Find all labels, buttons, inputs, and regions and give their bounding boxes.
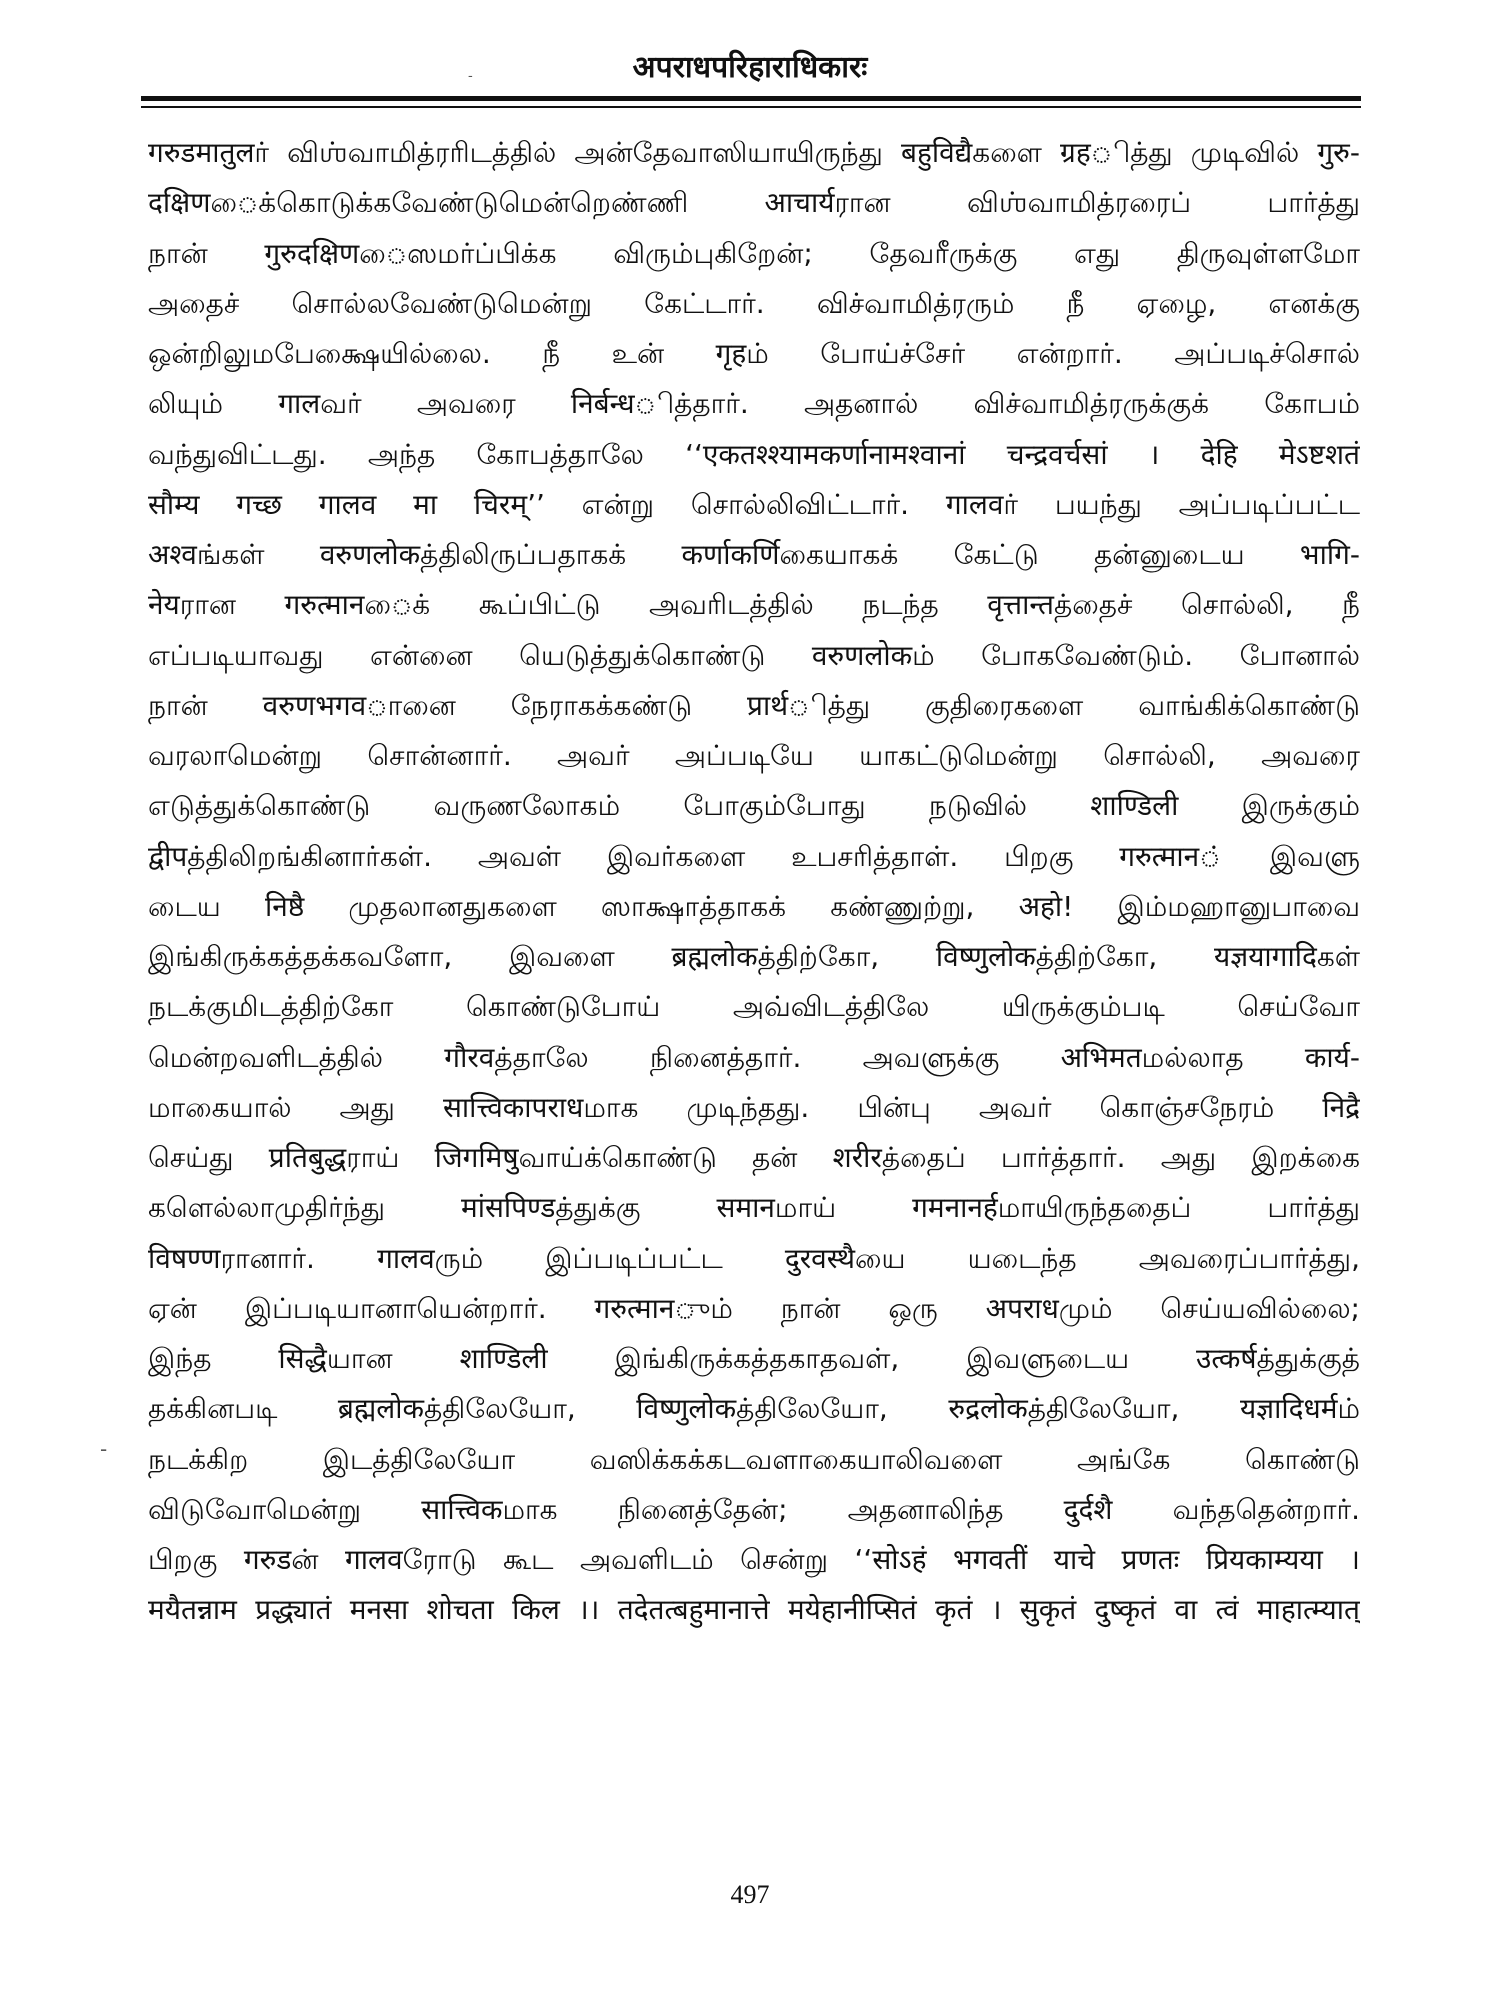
text-line: எடுத்துக்கொண்டு வருணலோகம் போகும்போது நடுவில் शाण्डिली இருக்கும் [148, 789, 1360, 823]
text-line: அதைச் சொல்லவேண்டுமென்று கேட்டார். விச்வாமித்ரரும் நீ ஏழை, எனக்கு [148, 286, 1360, 320]
text-line: விடுவோமென்று सात्त्विकமாக நினைத்தேன்; அதனாலிந்த दुर्दशै வந்ததென்றார். [148, 1492, 1360, 1526]
text-line: मयैतन्नाम प्रद्ध्यातं मनसा शोचता किल ।। तदेतत्बहुमानात्ते मयेहानीप्सितं कृतं । सुकृतं दुष्कृतं वा त्वं माहात्म्यात् [148, 1593, 1360, 1627]
text-line: दक्षिणைக்கொடுக்கவேண்டுமென்றெண்ணி आचार्यரான விஶ்வாமித்ரரைப் பார்த்து [148, 186, 1360, 220]
text-line: வரலாமென்று சொன்னார். அவர் அப்படியே யாகட்டுமென்று சொல்லி, அவரை [148, 739, 1360, 772]
text-line: எப்படியாவது என்னை யெடுத்துக்கொண்டு वरुणलोकம் போகவேண்டும். போனால் [148, 638, 1360, 672]
body-text [148, 128, 1360, 1636]
header-rule-thin [141, 106, 1361, 108]
text-line: டைய निष्ठै முதலானதுகளை ஸாக்ஷாத்தாகக் கண்ணுற்று, अहो! இம்மஹானுபாவை [148, 889, 1360, 923]
text-line: தக்கினபடி ब्रह्मलोकத்திலேயோ, विष्णुलोकத்திலேயோ, रुद्रलोकத்திலேயோ, यज्ञादिधर्मம் [148, 1392, 1360, 1426]
header-rule-thick [141, 96, 1361, 101]
margin-mark: - [100, 1437, 108, 1461]
text-line: நான் वरुणभगवானை நேராகக்கண்டு प्रार्थித்து குதிரைகளை வாங்கிக்கொண்டு [148, 688, 1360, 722]
text-line: गरुडमातुलர் விஶ்வாமித்ரரிடத்தில் அன்தேவாஸியாயிருந்து बहुविद्यैகளை ग्रहித்து முடிவில் गुरु- [148, 136, 1360, 169]
text-line: களெல்லாமுதிர்ந்து मांसपिण्डத்துக்கு समानமாய் गमनानर्हமாயிருந்ததைப் பார்த்து [148, 1191, 1360, 1225]
page-header-title: अपराधपरिहाराधिकारः [632, 50, 868, 85]
text-line: अश्वங்கள் वरुणलोकத்திலிருப்பதாகக் कर्णाकर्णिகையாகக் கேட்டு தன்னுடைய भागि- [148, 538, 1360, 571]
text-line: செய்து प्रतिबुद्धராய் जिगमिषुவாய்க்கொண்டு தன் शरीरத்தைப் பார்த்தார். அது இறக்கை [148, 1141, 1360, 1174]
text-line: வந்துவிட்டது. அந்த கோபத்தாலே ‘‘एकतश्श्यामकर्णानामश्वानां चन्द्रवर्चसां । देहि मेऽष्टशतं [148, 437, 1360, 471]
text-line: सौम्य गच्छ गालव मा चिरम्’’ என்று சொல்லிவிட்டார். गालवர் பயந்து அப்படிப்பட்ட [148, 487, 1360, 521]
text-line: பிறகு गरुडன் गालवரோடு கூட அவளிடம் சென்று ‘‘सोऽहं भगवतीं याचे प्रणतः प्रियकाम्यया । [148, 1543, 1360, 1576]
text-line: லியும் गालவர் அவரை निर्बन्धித்தார். அதனால் விச்வாமித்ரருக்குக் கோபம் [148, 387, 1360, 421]
text-line: नेयரான गरुत्मानைக் கூப்பிட்டு அவரிடத்தில் நடந்த वृत्तान्तத்தைச் சொல்லி, நீ [148, 588, 1360, 622]
text-line: ஒன்றிலுமபேக்ஷையில்லை. நீ உன் गृहம் போய்ச்சேர் என்றார். அப்படிச்சொல் [148, 337, 1360, 370]
text-line: மாகையால் அது सात्त्विकापराधமாக முடிந்தது. பின்பு அவர் கொஞ்சநேரம் निद्रै [148, 1090, 1360, 1124]
text-line: மென்றவளிடத்தில் गौरवத்தாலே நினைத்தார். அவளுக்கு अभिमतமல்லாத कार्य- [148, 1040, 1360, 1074]
text-line: நடக்கிற இடத்திலேயோ வஸிக்கக்கடவளாகையாலிவளை அங்கே கொண்டு [148, 1442, 1360, 1476]
header-small-mark: - [468, 68, 473, 84]
text-line: நான் गुरुदक्षिणைஸமர்ப்பிக்க விரும்புகிறேன்; தேவரீருக்கு எது திருவுள்ளமோ [148, 236, 1360, 270]
text-line: ஏன் இப்படியானாயென்றார். गरुत्मानும் நான் ஒரு अपराधமும் செய்யவில்லை; [148, 1291, 1360, 1325]
text-line: द्वीपத்திலிறங்கினார்கள். அவள் இவர்களை உபசரித்தாள். பிறகு गरुत्मान் இவளு [148, 839, 1360, 873]
text-line: நடக்குமிடத்திற்கோ கொண்டுபோய் அவ்விடத்திலே யிருக்கும்படி செய்வோ [148, 990, 1360, 1024]
page-number: 497 [730, 1880, 770, 1909]
text-line: विषण्णரானார். गालवரும் இப்படிப்பட்ட दुरवस्थैயை யடைந்த அவரைப்பார்த்து, [148, 1241, 1360, 1275]
text-line: இந்த सिद्धैயான शाण्डिली இங்கிருக்கத்தகாதவள், இவளுடைய उत्कर्षத்துக்குத் [148, 1342, 1360, 1375]
text-line: இங்கிருக்கத்தக்கவளோ, இவளை ब्रह्मलोकத்திற்கோ, विष्णुलोकத்திற்கோ, यज्ञयागादिகள் [148, 940, 1360, 973]
